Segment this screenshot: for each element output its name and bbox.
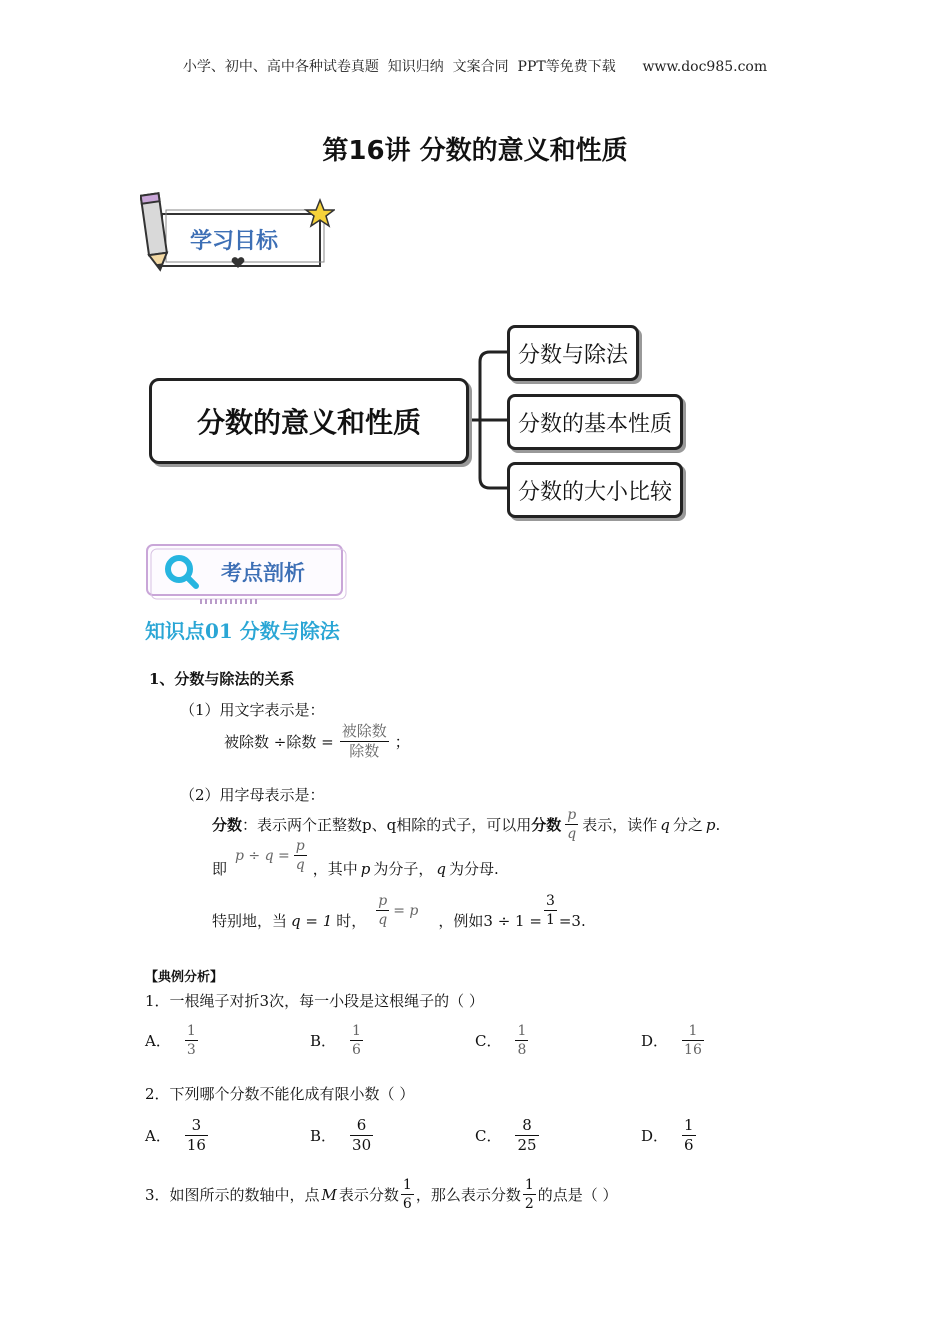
def-text: ：表示两个正整数p、q相除的式子，可以用	[242, 816, 532, 834]
num: 1	[682, 1024, 704, 1041]
option-fraction	[350, 1118, 373, 1153]
q3-text-d: 的点是（ ）	[537, 1186, 618, 1204]
den: 16	[684, 1042, 702, 1058]
ji-expr: p ÷ q =	[235, 847, 290, 864]
def-text-2: 表示，读作	[582, 816, 658, 834]
q1-option-a[interactable]	[145, 1024, 198, 1057]
question-1-stem: 1．一根绳子对折3次，每一小段是这根绳子的（ ）	[145, 992, 484, 1010]
num: 8	[515, 1118, 538, 1136]
words-den: 除数	[349, 742, 380, 760]
den: 30	[352, 1136, 372, 1154]
den: 6	[684, 1136, 694, 1154]
question-2-stem: 2．下列哪个分数不能化成有限小数（ ）	[145, 1085, 415, 1103]
def-label-2: 分数	[531, 816, 562, 834]
def-p: p	[705, 815, 716, 834]
def-text-3: 分之	[672, 816, 703, 834]
den: 8	[517, 1042, 527, 1058]
num: 1	[517, 1023, 527, 1039]
num: 6	[350, 1118, 373, 1136]
special-line	[212, 893, 586, 931]
mindmap-branch-2: 分数的基本性质	[507, 394, 683, 450]
special-eq: = p	[393, 902, 419, 919]
question-3-stem	[145, 1178, 618, 1211]
q2-option-c[interactable]	[475, 1118, 539, 1153]
pq-den: q	[567, 826, 577, 842]
special-cond: q = 1	[291, 911, 333, 930]
definition-line	[212, 808, 720, 841]
option-label: B．	[310, 1032, 337, 1050]
example-fraction	[544, 894, 557, 927]
def-q: q	[660, 815, 670, 834]
special-num: p	[378, 893, 388, 909]
analysis-badge	[145, 543, 347, 605]
num: 1	[684, 1116, 694, 1134]
ji-text-2: 为分子，	[373, 860, 434, 878]
option-label: A．	[145, 1127, 171, 1145]
mindmap-branch-3: 分数的大小比较	[507, 462, 683, 518]
ex-den: 1	[545, 912, 555, 928]
ex-num: 3	[545, 893, 555, 909]
num: 1	[186, 1023, 196, 1039]
q3-fraction-1	[401, 1178, 414, 1211]
def-label: 分数	[212, 816, 243, 834]
mindmap-branch-1: 分数与除法	[507, 325, 639, 381]
option-label: B．	[310, 1127, 337, 1145]
option-fraction	[682, 1118, 696, 1153]
q3-point-m: M	[321, 1185, 337, 1204]
option-label: D．	[641, 1127, 669, 1145]
option-fraction	[185, 1024, 198, 1057]
words-fraction	[340, 724, 389, 759]
words-num: 被除数	[341, 722, 387, 740]
special-text-2: 时，	[336, 912, 367, 930]
q3-text-a: 3．如图所示的数轴中，点	[145, 1186, 320, 1204]
header-left: 小学、初中、高中各种试卷真题 知识归纳 文案合同 PPT等免费下载	[182, 59, 616, 75]
page-header	[0, 56, 950, 76]
section-heading: 1、分数与除法的关系	[149, 670, 295, 688]
option-label: C．	[475, 1032, 502, 1050]
header-url: www.doc985.com	[642, 59, 768, 75]
num: 1	[402, 1177, 412, 1193]
mindmap-root: 分数的意义和性质	[149, 378, 469, 464]
words-expr-end: ；	[394, 733, 410, 751]
words-expression	[224, 724, 410, 759]
def-text-4: .	[715, 815, 721, 834]
num: 1	[524, 1177, 534, 1193]
option-label: D．	[641, 1032, 669, 1050]
den: 6	[402, 1196, 412, 1212]
q3-text-c: ，那么表示分数	[415, 1186, 521, 1204]
item-letters: （2）用字母表示是：	[180, 786, 325, 804]
ji-num: p	[295, 838, 305, 854]
ji-label: 即	[212, 860, 228, 878]
den: 25	[517, 1136, 537, 1154]
knowledge-point-heading: 知识点01 分数与除法	[145, 619, 340, 643]
q1-option-c[interactable]	[475, 1024, 528, 1057]
item-words: （1）用文字表示是：	[180, 701, 325, 719]
q3-text-b: 表示分数	[338, 1186, 399, 1204]
option-label: A．	[145, 1032, 171, 1050]
q2-option-b[interactable]	[310, 1118, 373, 1153]
pq-fraction	[565, 808, 578, 841]
words-expr-left: 被除数 ÷除数 =	[224, 733, 334, 751]
option-fraction	[515, 1118, 538, 1153]
den: 2	[524, 1196, 534, 1212]
q2-option-a[interactable]	[145, 1118, 208, 1153]
q1-option-d[interactable]	[641, 1024, 704, 1057]
num: 3	[185, 1118, 208, 1136]
ji-q: q	[436, 859, 446, 878]
special-text: 特别地，当	[212, 912, 288, 930]
page-title: 第16讲 分数的意义和性质	[322, 136, 628, 166]
ji-fraction	[294, 839, 307, 872]
option-fraction	[350, 1024, 363, 1057]
den: 16	[186, 1136, 206, 1154]
special-fraction	[376, 894, 389, 927]
special-text-3: ，例如3 ÷ 1 =	[438, 912, 542, 930]
num: 1	[352, 1023, 361, 1039]
option-fraction	[185, 1118, 208, 1153]
q1-option-b[interactable]	[310, 1024, 363, 1057]
den: 6	[352, 1042, 361, 1058]
special-end: =3.	[558, 911, 586, 930]
ji-den: q	[295, 857, 305, 873]
pq-num: p	[567, 807, 577, 823]
option-fraction	[682, 1024, 704, 1057]
examples-heading: 【典例分析】	[145, 970, 224, 985]
ji-text-3: 为分母.	[448, 860, 499, 878]
ji-p: p	[360, 859, 371, 878]
special-den: q	[378, 912, 388, 928]
learning-goal-label: 学习目标	[190, 229, 279, 254]
analysis-label: 考点剖析	[221, 561, 305, 585]
ji-line	[212, 838, 499, 879]
den: 3	[186, 1042, 196, 1058]
learning-goal-badge	[140, 188, 335, 278]
option-label: C．	[475, 1127, 502, 1145]
q3-fraction-2	[523, 1178, 536, 1211]
q2-option-d[interactable]	[641, 1118, 696, 1153]
option-fraction	[515, 1024, 528, 1057]
ji-text: ，其中	[312, 860, 358, 878]
